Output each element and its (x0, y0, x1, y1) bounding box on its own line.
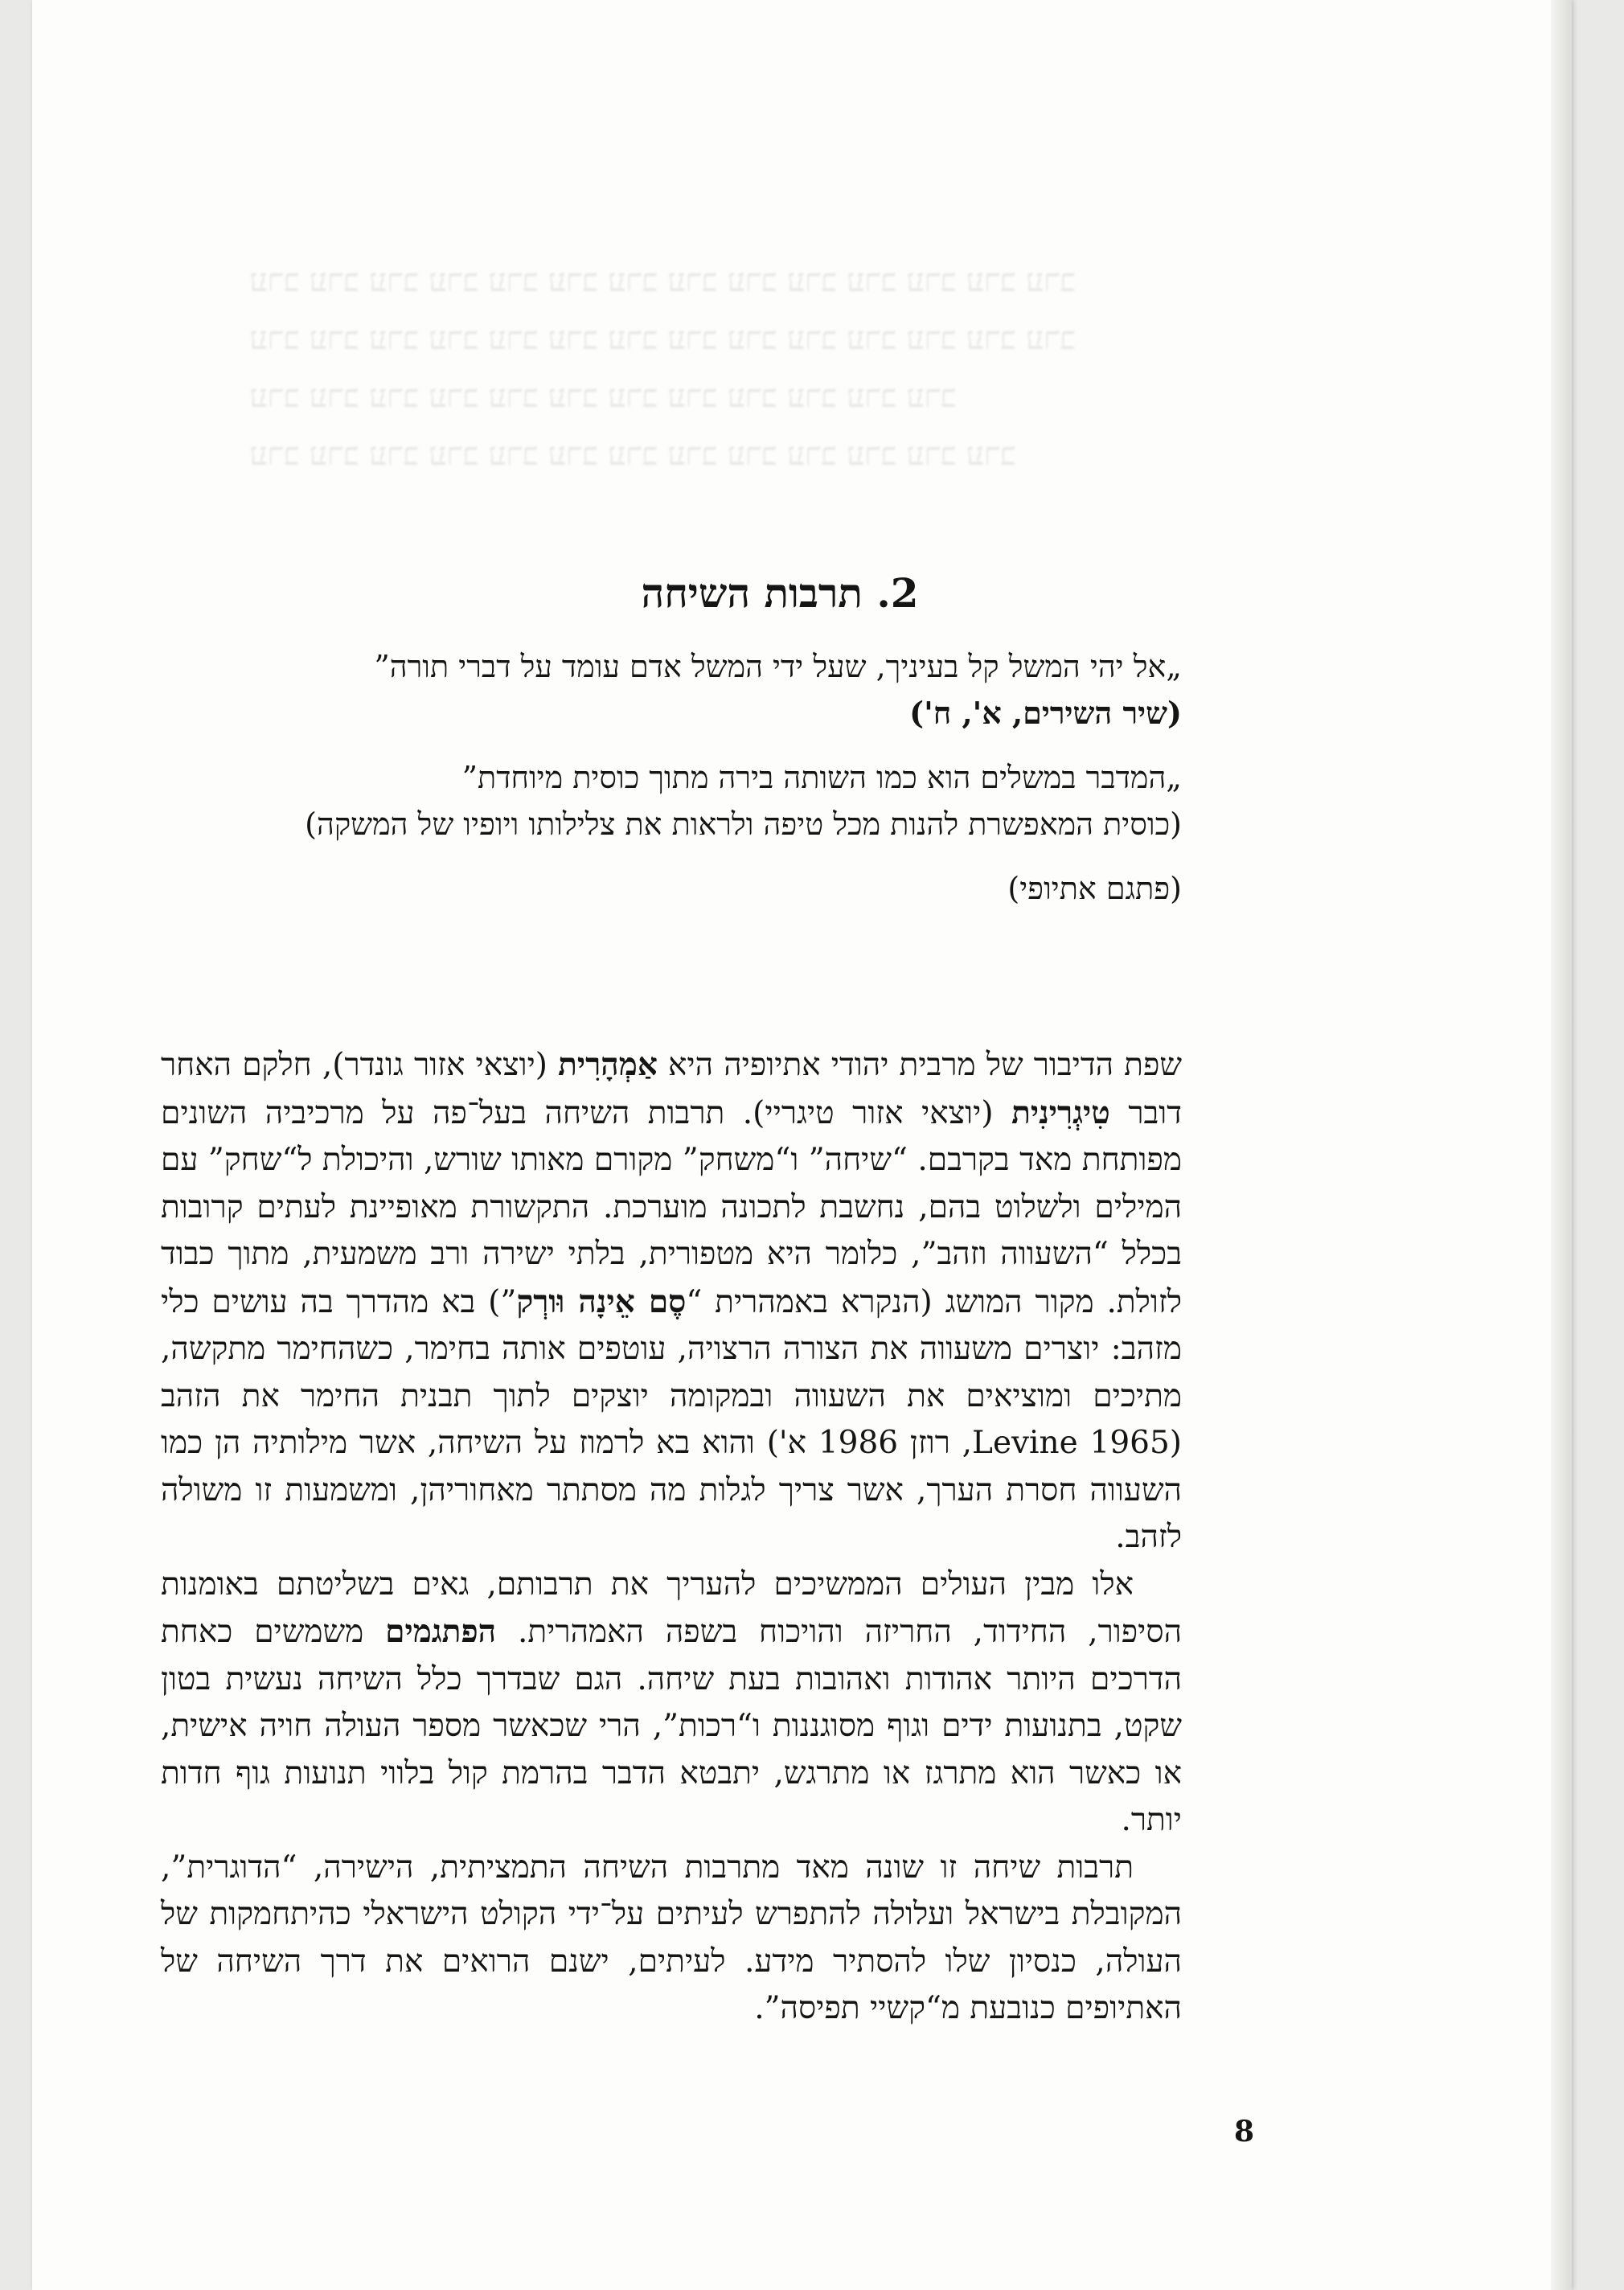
term-amharic: אַמְהָרִית (558, 1046, 658, 1083)
epigraph-block (201, 643, 1182, 912)
show-through-text: ערב ערב ערב ערב ערב ערב ערב ערב ערב ערב ערב ערב ערב ערב ערב ערב ערב ערב ערב ערב ערב ערב ערב ערב ערב ערב ערב ערב ערב ערב ערב ערב ערב ערב ערב ערב ערב ערב ערב ערב ערב ערב ערב ערב ערב ערב ערב ערב ערב ערב ערב ערב ערב (249, 262, 1076, 473)
epigraph-2-note: (כוסית המאפשרת להנות מכל טיפה ולראות את צלילותו ויופיו של המשקה) (305, 806, 1182, 842)
paragraph-proverbs: אלו מבין העולים הממשיכים להעריך את תרבותם, גאים בשליטתם באומנות הסיפור, החידוד, החריזה והויכוח בשפה האמהרית. הפתגמים משמשים כאחת הדרכים היותר אהודות ואהובות בעת שיחה. הגם שבדרך כלל השיחה נעשית בטון שקט, בתנועות ידים וגוף מסוגננות ו“רכות”, הרי שכאשר מספר העולה חויה אישית, או כאשר הוא מתרגז או מתרגש, יתבטא הדבר בהרמת קול בלווי תנועות גוף חדות יותר. (161, 1566, 1183, 1838)
term-wax-and-gold: סֶם אֵינָה וּורְק (516, 1282, 687, 1320)
section-heading: 2. תרבות השיחה (641, 569, 919, 617)
book-page (32, 0, 1572, 2290)
page-number: 8 (1234, 2115, 1255, 2148)
term-tigrinya: טִיגְרִינִית (1011, 1094, 1110, 1131)
page-edge-shadow (1551, 0, 1572, 2290)
epigraph-gap (201, 847, 1182, 865)
epigraph-1-source: (שיר השירים, א', ח') (909, 695, 1182, 731)
epigraph-gap (201, 737, 1182, 754)
epigraph-2-quote: „המדבר במשלים הוא כמו השותה בירה מתוך כוסית מיוחדת” (461, 760, 1182, 795)
epigraph-2-source: (פתגם אתיופי) (1007, 871, 1182, 906)
epigraph-1-quote: „אל יהי המשל קל בעיניך, שעל ידי המשל אדם עומד על דברי תורה” (374, 649, 1182, 684)
term-proverbs: הפתגמים (385, 1613, 497, 1650)
paragraph-contrast: תרבות שיחה זו שונה מאד מתרבות השיחה התמציתית, הישירה, “הדוגרית”, המקובלת בישראל ועלולה להתפרש לעיתים על־ידי הקולט הישראלי כהיתחמקות של העולה, כנסיון שלו להסתיר מידע. לעיתים, ישנם הרואים את דרך השיחה של האתיופים כנובעת מ“קשיי תפיסה”. (161, 1849, 1182, 2026)
body-text (161, 1041, 1182, 2033)
paragraph-languages: שפת הדיבור של מרבית יהודי אתיופיה היא אַמְהָרִית (יוצאי אזור גונדר), חלקם האחר דובר טִיגְרִינִית (יוצאי אזור טיגריי). תרבות השיחה בעל־פה על מרכיביה השונים מפותחת מאד בקרבם. “שיחה” ו“משחק” מקורם מאותו שורש, והיכולת ל“שחק” עם המילים ולשלוט בהם, נחשבת לתכונה מוערכת. התקשורת מאופיינת לעתים קרובות בכלל “השעווה וזהב”, כלומר היא מטפורית, בלתי ישירה ורב משמעית, מתוך כבוד לזולת. מקור המושג (הנקרא באמהרית “סֶם אֵינָה וּורְק”) בא מהדרך בה עושים כלי מזהב: יוצרים משעווה את הצורה הרצויה, עוטפים אותה בחימר, כשהחימר מתקשה, מתיכים ומוציאים את השעווה ובמקומה יוצקים לתוך תבנית החימר את הזהב (Levine 1965, רוזן 1986 א') והוא בא לרמוז על השיחה, אשר מילותיה הן כמו השעווה חסרת הערך, אשר צריך לגלות מה מסתתר מאחוריהן, ומשמעות זו משולה לזהב. (161, 1046, 1183, 1555)
